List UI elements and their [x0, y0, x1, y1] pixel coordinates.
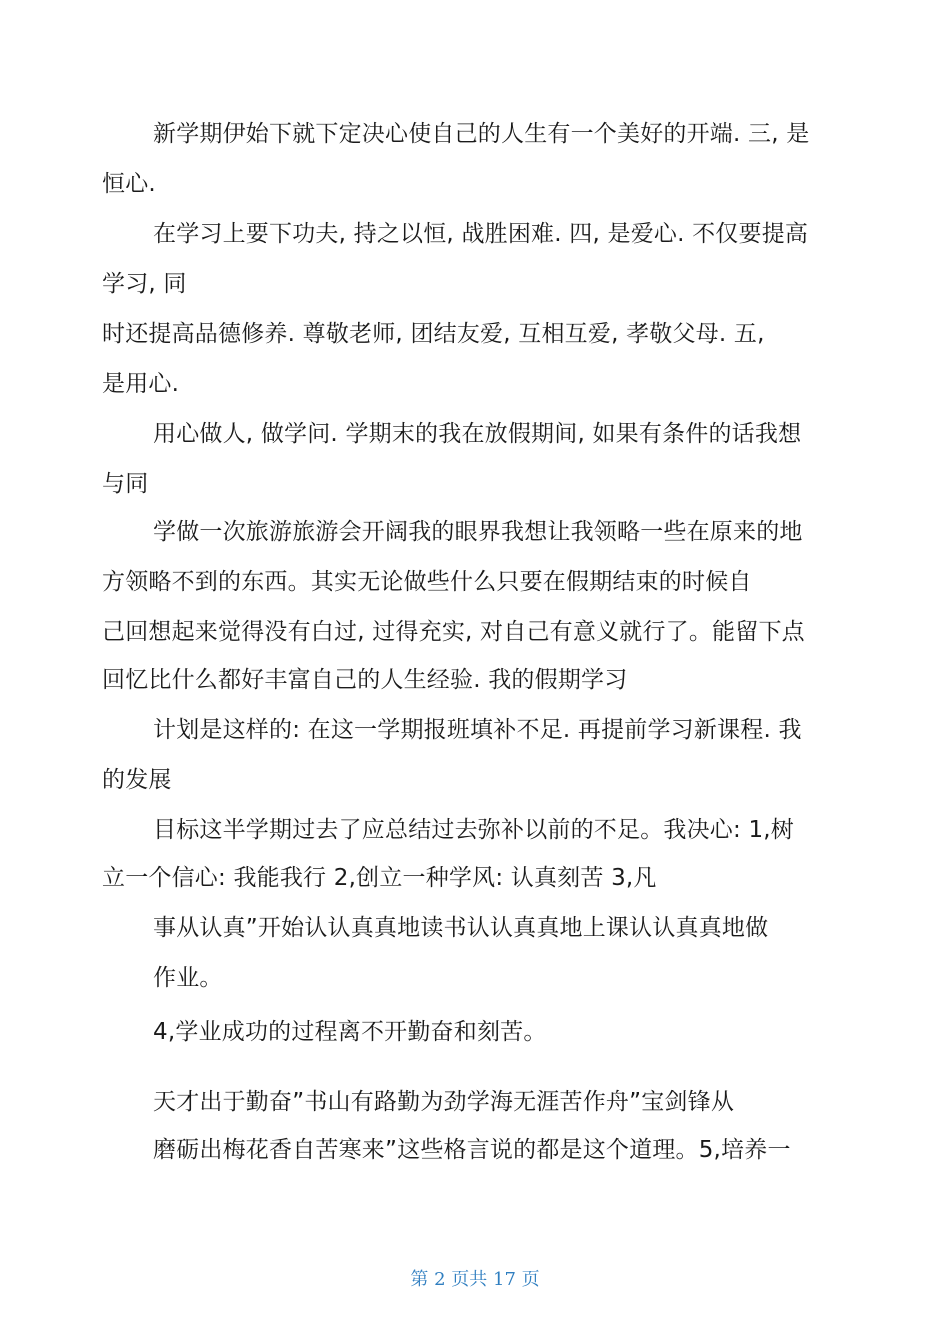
text-line: 的发展	[102, 767, 172, 793]
text-line: 磨砺出梅花香自苦寒来”这些格言说的都是这个道理。5,培养一	[153, 1137, 791, 1163]
text-line: 立一个信心: 我能我行 2,创立一种学风: 认真刻苦 3,凡	[102, 865, 657, 891]
text-line: 天才出于勤奋”书山有路勤为劲学海无涯苦作舟”宝剑锋从	[153, 1089, 735, 1115]
text-line: 4,学业成功的过程离不开勤奋和刻苦。	[153, 1019, 547, 1045]
text-line: 用心做人, 做学问. 学期末的我在放假期间, 如果有条件的话我想	[153, 421, 802, 447]
text-line: 方领略不到的东西。其实无论做些什么只要在假期结束的时候自	[102, 569, 752, 595]
text-line: 己回想起来觉得没有白过, 过得充实, 对自己有意义就行了。能留下点	[102, 619, 805, 645]
text-line: 事从认真”开始认认真真地读书认认真真地上课认认真真地做	[153, 915, 769, 941]
page-number-footer: 第 2 页共 17 页	[410, 1269, 540, 1290]
text-line: 时还提高品德修养. 尊敬老师, 团结友爱, 互相互爱, 孝敬父母. 五,	[102, 321, 765, 347]
text-line: 新学期伊始下就下定决心使自己的人生有一个美好的开端. 三, 是	[153, 121, 810, 147]
text-line: 计划是这样的: 在这一学期报班填补不足. 再提前学习新课程. 我	[153, 717, 802, 743]
text-line: 学习, 同	[102, 271, 187, 297]
text-line: 与同	[102, 471, 149, 497]
text-line: 目标这半学期过去了应总结过去弥补以前的不足。我决心: 1,树	[153, 817, 795, 843]
text-line: 是用心.	[102, 371, 180, 397]
text-line: 恒心.	[102, 171, 156, 197]
text-line: 在学习上要下功夫, 持之以恒, 战胜困难. 四, 是爱心. 不仅要提高	[153, 221, 809, 247]
text-line: 回忆比什么都好丰富自己的人生经验. 我的假期学习	[102, 667, 628, 693]
text-line: 学做一次旅游旅游会开阔我的眼界我想让我领略一些在原来的地	[153, 519, 803, 545]
text-line: 作业。	[153, 965, 223, 991]
